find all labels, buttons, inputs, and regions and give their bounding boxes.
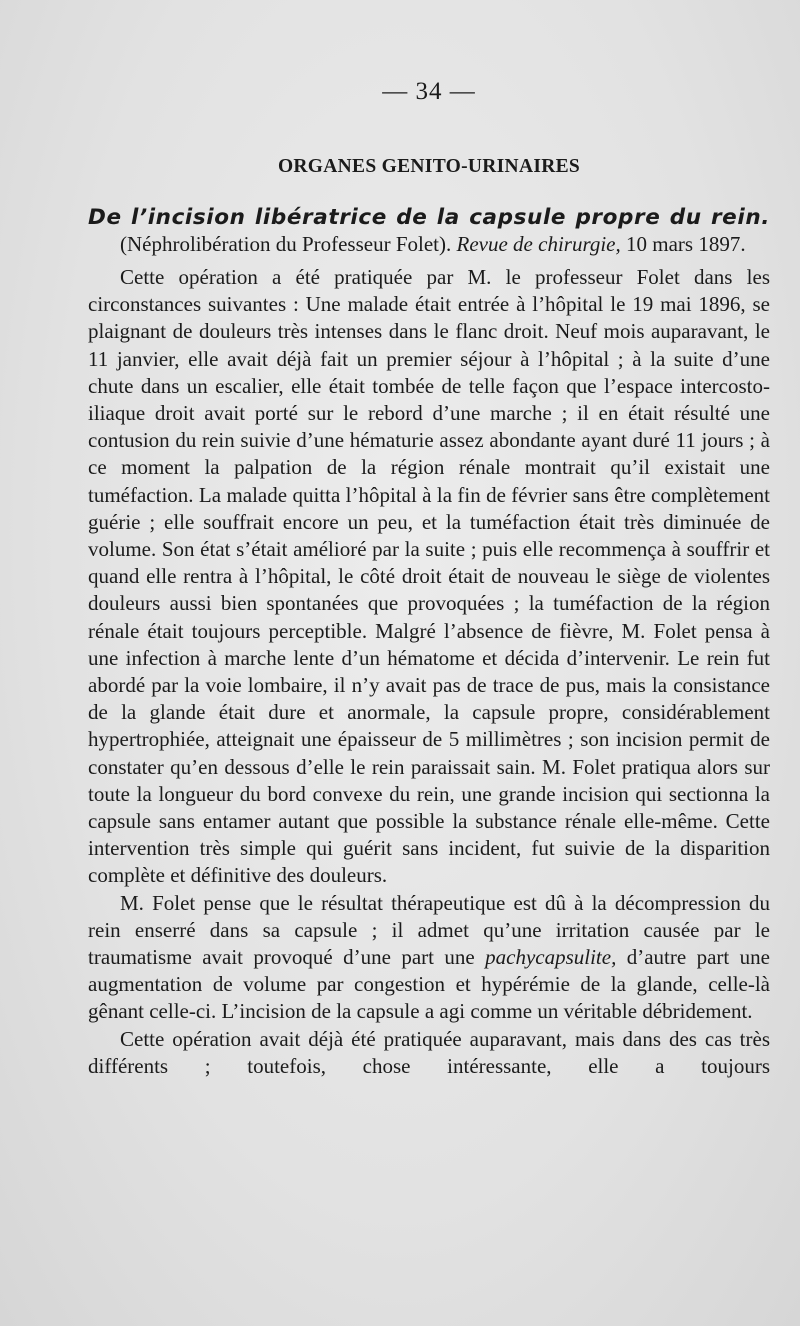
paragraph-2-text-a: M. Folet pense que le résultat thérapeutique est dû à la décompression du rein enserré dans sa capsule ; il admet qu’une irritation causée par le traumatisme avait provoqué d’une part une — [88, 890, 770, 970]
body-text — [88, 264, 770, 1080]
entry-date: 10 mars 1897. — [620, 232, 746, 256]
entry-subtitle: (Néphrolibération du Professeur Folet). — [120, 232, 457, 256]
entry-journal: Revue de chirurgie, — [456, 232, 621, 256]
page-number: — 34 — — [382, 78, 476, 105]
paragraph-1: Cette opération a été pratiquée par M. le professeur Folet dans les circonstances suivantes : Une malade était entrée à l’hôpital le 19 mai 1896, se plaignant de douleurs très intenses dans le flanc droit. Neuf mois auparavant, le 11 janvier, elle avait déjà fait un premier séjour à l’hôpital ; à la suite d’une chute dans un escalier, elle était tombée de telle façon que l’espace intercosto-iliaque droit avait porté sur le rebord d’une marche ; il en était résulté une contusion du rein suivie d’une hématurie assez abondante ayant duré 11 jours ; à ce moment la palpation de la région rénale montrait qu’il existait une tuméfaction. La malade quitta l’hôpital à la fin de février sans être complètement guérie ; elle souffrait encore un peu, et la tuméfaction était très diminuée de volume. Son état s’était amélioré par la suite ; puis elle recommença à souffrir et quand elle rentra à l’hôpital, le côté droit était de nouveau le siège de violentes douleurs aussi bien spontanées que provoquées ; la tuméfaction de la région rénale était toujours perceptible. Malgré l’absence de fièvre, M. Folet pensa à une infection à marche lente d’un hématome et décida d’intervenir. Le rein fut abordé par la voie lombaire, il n’y avait pas de trace de pus, mais la consistance de la glande était dure et anormale, la capsule propre, considérablement hypertrophiée, atteignait une épaisseur de 5 millimètres ; son incision permit de constater qu’en dessous d’elle le rein paraissait sain. M. Folet pratiqua alors sur toute la longueur du bord convexe du rein, une grande incision qui sectionna la capsule sans entamer autant que possible la substance rénale elle-même. Cette intervention très simple qui guérit sans incident, fut suivie de la disparition complète et définitive des douleurs. — [88, 265, 770, 888]
entry-title: De l’incision libératrice de la capsule propre du rein. — [88, 205, 770, 230]
paragraph-2-italic-term: pachycapsulite, — [485, 945, 617, 970]
paragraph-2 — [88, 890, 770, 1026]
bibliographic-entry — [88, 204, 770, 258]
paragraph-3: Cette opération avait déjà été pratiquée auparavant, mais dans des cas très différents ; toutefois, chose intéressante, elle a toujours — [88, 1026, 770, 1078]
paragraph-2-text-b: d’autre part une augmentation de volume par congestion et hypérémie de la glande, celle-là gênant celle-ci. L’incision de la capsule a agi comme un véritable débridement. — [88, 945, 770, 1024]
section-heading: ORGANES GENITO-URINAIRES — [277, 156, 581, 177]
